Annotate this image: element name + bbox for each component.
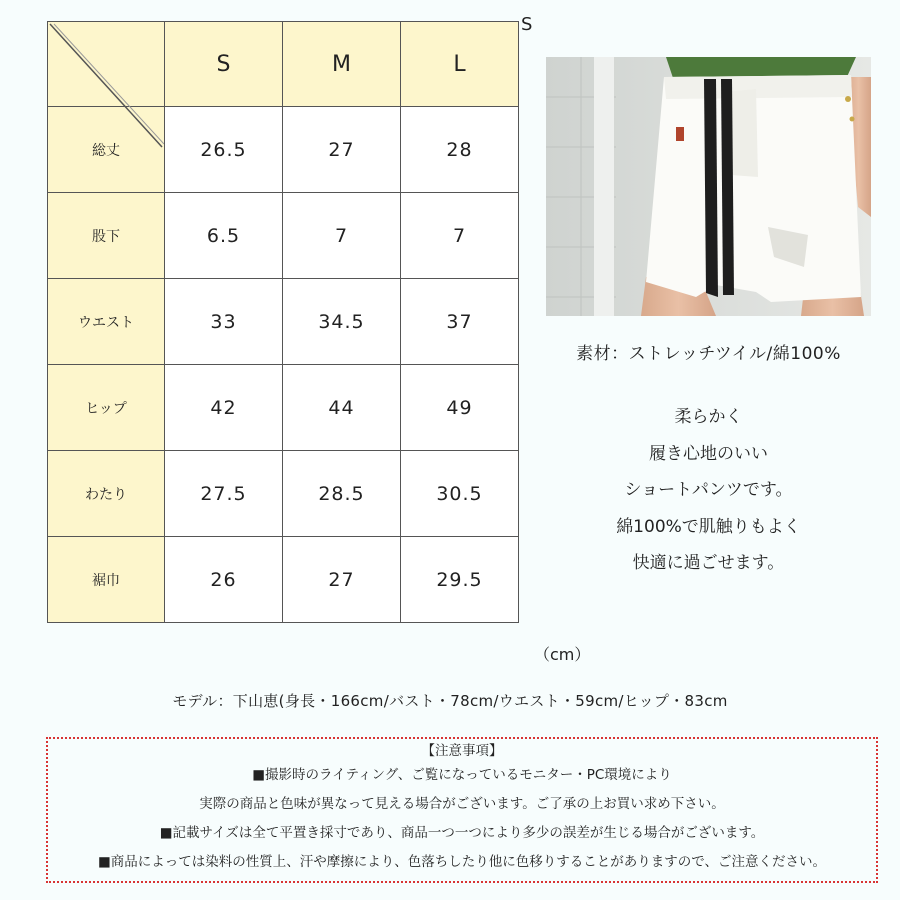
table-row [48,537,519,623]
table-cell: 37 [401,279,519,365]
row-label: 股下 [48,193,165,279]
description-line: 快適に過ごせます。 [632,553,785,573]
product-description [546,403,871,586]
model-info: モデル：下山恵(身長・166cm/バスト・78cm/ウエスト・59cm/ヒップ・83cm [172,692,728,710]
table-cell: 33 [165,279,283,365]
table-cell: 34.5 [283,279,401,365]
notice-line: ■撮影時のライティング、ご覧になっているモニター・PC環境により [252,767,672,783]
description-line: 綿100%で肌触りもよく [616,516,801,537]
notice-line: 実際の商品と色味が異なって見える場合がございます。ご了承の上お買い求め下さい。 [199,796,725,812]
table-row [48,365,519,451]
corner-diagonal-line [48,22,164,149]
table-cell: 28.5 [283,451,401,537]
table-cell: 6.5 [165,193,283,279]
table-cell: 27 [283,107,401,193]
corner-cell [48,22,165,107]
table-row [48,451,519,537]
table-cell: 42 [165,365,283,451]
description-line: 履き心地のいい [649,443,768,464]
size-header-row [48,22,519,107]
material-text: 素材：ストレッチツイル/綿100% [576,344,841,364]
stray-size-label: S [521,14,533,35]
table-cell: 30.5 [401,451,519,537]
product-photo [546,57,871,316]
notice-title: 【注意事項】 [421,743,503,759]
table-cell: 49 [401,365,519,451]
table-cell: 7 [283,193,401,279]
row-label: わたり [48,451,165,537]
size-col-header: S [165,22,283,107]
row-label: ウエスト [48,279,165,365]
notice-line: ■記載サイズは全て平置き採寸であり、商品一つ一つにより多少の誤差が生じる場合がございます。 [159,825,765,841]
size-col-header: L [401,22,519,107]
table-cell: 27.5 [165,451,283,537]
description-line: ショートパンツです。 [624,480,793,500]
size-chart-table [47,21,519,623]
description-line: 柔らかく [674,407,743,427]
unit-label: （cm） [534,645,591,664]
table-cell: 27 [283,537,401,623]
table-cell: 26.5 [165,107,283,193]
table-row [48,193,519,279]
notice-box [46,737,878,883]
table-cell: 7 [401,193,519,279]
table-row [48,279,519,365]
notice-line: ■商品によっては染料の性質上、汗や摩擦により、色落ちしたり他に色移りすることがありますので、ご注意ください。 [98,854,826,870]
table-cell: 44 [283,365,401,451]
table-cell: 26 [165,537,283,623]
size-col-header: M [283,22,401,107]
row-label: 裾巾 [48,537,165,623]
row-label: ヒップ [48,365,165,451]
table-cell: 28 [401,107,519,193]
row-label: 総丈 [48,107,165,193]
table-cell: 29.5 [401,537,519,623]
